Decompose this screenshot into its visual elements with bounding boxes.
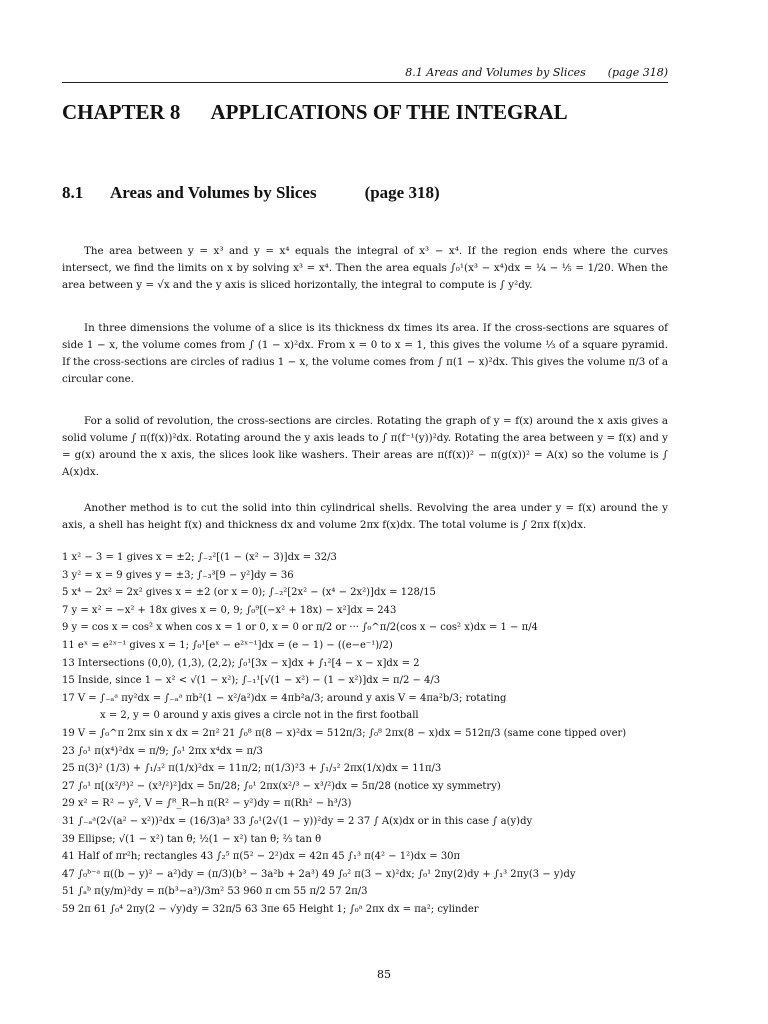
answer-line: 11 eˣ = e²ˣ⁻¹ gives x = 1; ∫₀¹[eˣ − e²ˣ⁻¹]dx = (e − 1) − ((e−e⁻¹)/2)	[62, 639, 393, 651]
paragraph-slices: In three dimensions the volume of a slice is its thickness dx times its area. If the cross-sections are squares of side 1 − x, the volume comes from ∫ (1 − x)²dx. From x = 0 to x = 1, this gives the volume ⅓ of a square pyramid. If the cross-sections are circles of radius 1 − x, the volume comes from ∫ π(1 − x)²dx. This gives the volume π/3 of a circular cone.	[62, 322, 668, 385]
answer-line: 15 Inside, since 1 − x² < √(1 − x²); ∫₋₁¹[√(1 − x²) − (1 − x²)]dx = π/2 − 4/3	[62, 675, 441, 687]
answer-line: 9 y = cos x = cos² x when cos x = 1 or 0, x = 0 or π/2 or ··· ∫₀^π/2(cos x − cos² x)dx = 1 − π/4	[62, 622, 538, 634]
answer-line: 39 Ellipse; √(1 − x²) tan θ; ½(1 − x²) tan θ; ⅔ tan θ	[62, 833, 322, 845]
answer-line: 59 2π 61 ∫₀⁴ 2πy(2 − √y)dy = 32π/5 63 3πe 65 Height 1; ∫₀ᵃ 2πx dx = πa²; cylinder	[62, 903, 479, 915]
header-section-title: 8.1 Areas and Volumes by Slices	[405, 66, 586, 79]
section-number: 8.1	[62, 183, 84, 202]
section-page-ref: (page 318)	[364, 183, 440, 202]
answer-line: 19 V = ∫₀^π 2πx sin x dx = 2π² 21 ∫₀⁸ π(8 − x)²dx = 512π/3; ∫₀⁸ 2πx(8 − x)dx = 512π/3 (same cone tipped over)	[62, 727, 627, 739]
section-title: Areas and Volumes by Slices	[110, 183, 317, 202]
answer-line: 27 ∫₀¹ π[(x²/³)² − (x³/²)²]dx = 5π/28; ∫₀¹ 2πx(x²/³ − x³/²)dx = 5π/28 (notice xy symmetry)	[62, 780, 501, 792]
answer-line: 47 ∫₀ᵇ⁻ᵃ π((b − y)² − a²)dy = (π/3)(b³ − 3a²b + 2a³) 49 ∫₀² π(3 − x)²dx; ∫₀¹ 2πy(2)dy + ∫₁³ 2πy(3 − y)dy	[62, 868, 576, 880]
answer-line: 23 ∫₀¹ π(x⁴)²dx = π/9; ∫₀¹ 2πx x⁴dx = π/3	[62, 745, 263, 757]
answer-line: 7 y = x² = −x² + 18x gives x = 0, 9; ∫₀⁹[(−x² + 18x) − x²]dx = 243	[62, 604, 397, 616]
running-header	[62, 66, 668, 83]
chapter-title: APPLICATIONS OF THE INTEGRAL	[210, 100, 568, 124]
answer-line: 13 Intersections (0,0), (1,3), (2,2); ∫₀¹[3x − x]dx + ∫₁²[4 − x − x]dx = 2	[62, 657, 420, 669]
answers-list	[62, 549, 672, 918]
answer-line: 51 ∫ₐᵇ π(y/m)²dy = π(b³−a³)/3m² 53 960 π cm 55 π/2 57 2π/3	[62, 886, 368, 898]
answer-line: 3 y² = x = 9 gives y = ±3; ∫₋₃³[9 − y²]dy = 36	[62, 569, 294, 581]
paragraph-solids-of-revolution: For a solid of revolution, the cross-sections are circles. Rotating the graph of y = f(x) around the x axis gives a solid volume ∫ π(f(x))²dx. Rotating around the y axis leads to ∫ π(f⁻¹(y))²dy. Rotating the area between y = f(x) and y = g(x) around the x axis, the slices look like washers. Their areas are π(f(x))² − π(g(x))² = A(x) so the volume is ∫ A(x)dx.	[62, 415, 668, 478]
answer-line: x = 2, y = 0 around y axis gives a circle not in the first football	[100, 710, 419, 722]
answer-line: 5 x⁴ − 2x² = 2x² gives x = ±2 (or x = 0); ∫₋₂²[2x² − (x⁴ − 2x²)]dx = 128/15	[62, 587, 436, 599]
answer-line: 25 π(3)² (1/3) + ∫₁/₃² π(1/x)²dx = 11π/2; π(1/3)²3 + ∫₁/₃² 2πx(1/x)dx = 11π/3	[62, 763, 442, 775]
chapter-heading	[62, 100, 682, 125]
page-number: 85	[377, 968, 391, 981]
answer-line: 41 Half of πr²h; rectangles 43 ∫₂⁵ π(5² − 2²)dx = 42π 45 ∫₁³ π(4² − 1²)dx = 30π	[62, 851, 461, 863]
answer-line: 29 x² = R² − y², V = ∫ᴿ_R−h π(R² − y²)dy = π(Rh² − h³/3)	[62, 798, 352, 810]
answer-line: 1 x² − 3 = 1 gives x = ±2; ∫₋₂²[(1 − (x² − 3)]dx = 32/3	[62, 552, 337, 563]
answer-line: 17 V = ∫₋ₐᵃ πy²dx = ∫₋ₐᵃ πb²(1 − x²/a²)dx = 4πb²a/3; around y axis V = 4πa²b/3; rotating	[62, 692, 507, 704]
header-page-ref: (page 318)	[607, 66, 668, 79]
chapter-label: CHAPTER 8	[62, 100, 181, 124]
paragraph-areas: The area between y = x³ and y = x⁴ equals the integral of x³ − x⁴. If the region ends where the curves intersect, we find the limits on x by solving x³ = x⁴. Then the area equals ∫₀¹(x³ − x⁴)dx = ¼ − ⅕ = 1/20. When the area between y = √x and the y axis is sliced horizontally, the integral to compute is ∫ y²dy.	[62, 245, 668, 291]
paragraph-shells: Another method is to cut the solid into thin cylindrical shells. Revolving the area under y = f(x) around the y axis, a shell has height f(x) and thickness dx and volume 2πx f(x)dx. The total volume is ∫ 2πx f(x)dx.	[62, 502, 668, 531]
section-heading	[62, 183, 682, 203]
answer-line: 31 ∫₋ₐᵃ(2√(a² − x²))²dx = (16/3)a³ 33 ∫₀¹(2√(1 − y))²dy = 2 37 ∫ A(x)dx or in this case ∫ a(y)dy	[62, 815, 533, 827]
